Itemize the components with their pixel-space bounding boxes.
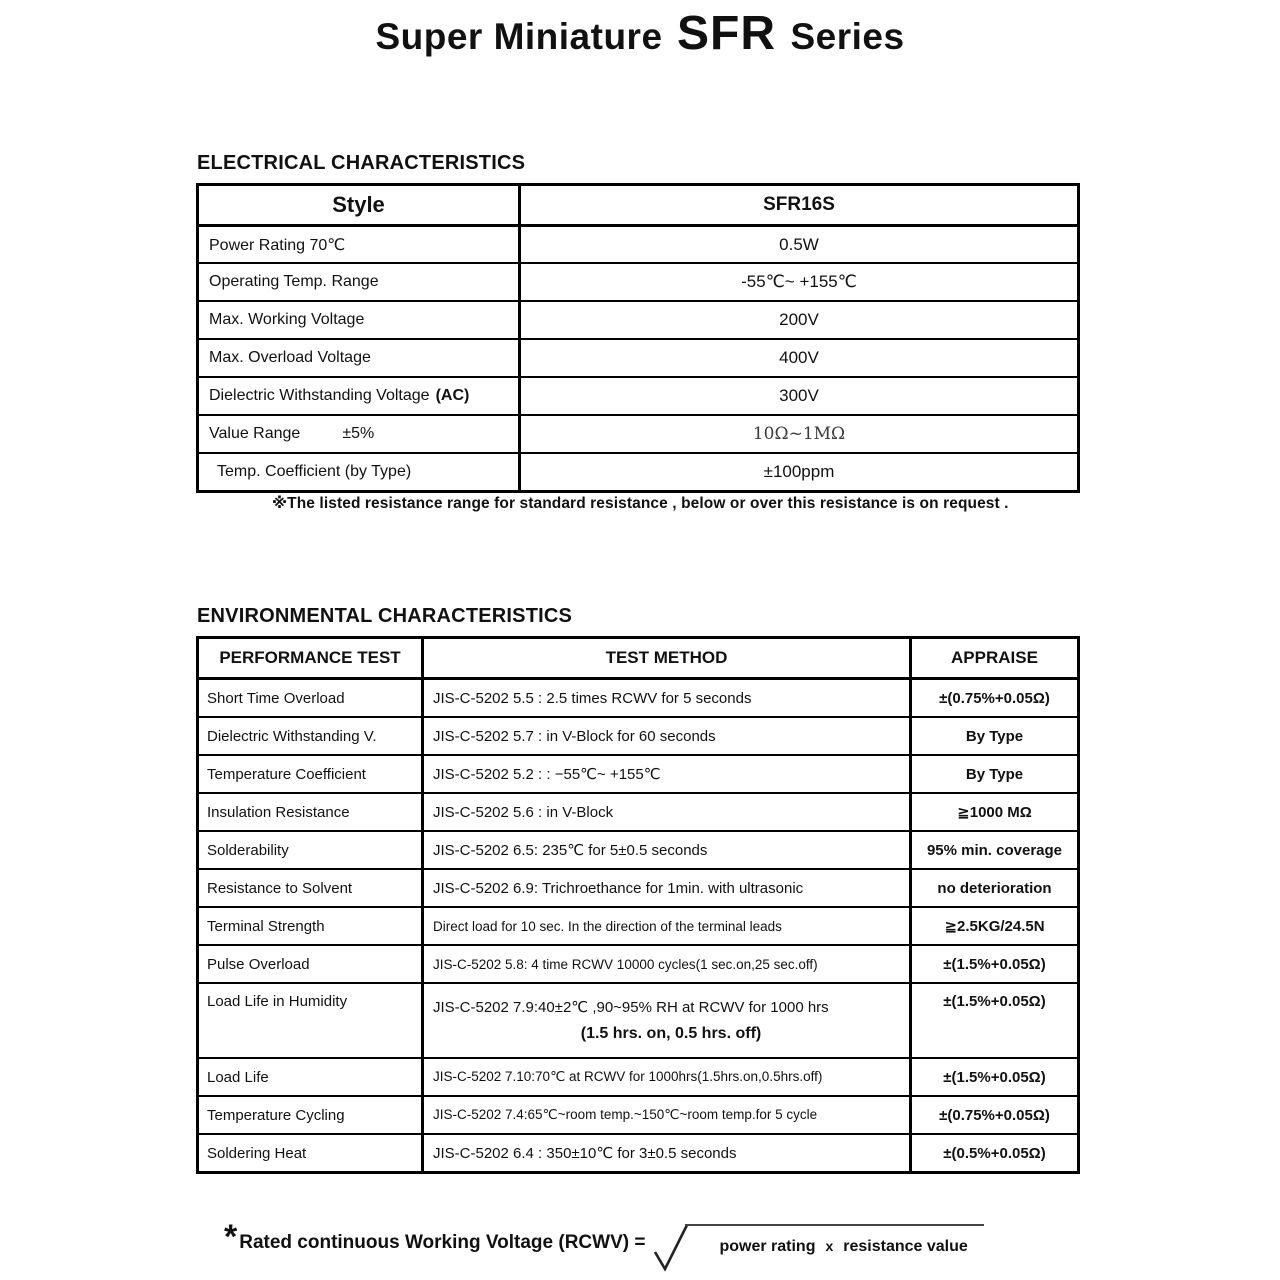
- row-value-cell: 200V: [779, 310, 819, 329]
- appraise-cell: ±(1.5%+0.05Ω): [943, 1068, 1046, 1086]
- test-cell: Terminal Strength: [199, 908, 424, 944]
- method-cell: Direct load for 10 sec. In the direction of the terminal leads: [424, 908, 912, 944]
- method-cell: JIS-C-5202 6.5: 235℃ for 5±0.5 seconds: [424, 832, 912, 868]
- table-row: [199, 1057, 1077, 1095]
- square-root-icon: [653, 1222, 689, 1272]
- row-label-cell: Max. Working Voltage: [199, 302, 521, 338]
- table-row: [199, 262, 1077, 300]
- electrical-characteristics-table: [196, 183, 1080, 493]
- table-row: [199, 1133, 1077, 1171]
- asterisk-mark: *: [224, 1218, 238, 1256]
- test-cell: Resistance to Solvent: [199, 870, 424, 906]
- method-cell: JIS-C-5202 5.7 : in V-Block for 60 seconds: [424, 718, 912, 754]
- appraise-cell: ≧1000 MΩ: [957, 804, 1032, 821]
- appraise-cell: ±(1.5%+0.05Ω): [943, 955, 1046, 973]
- row-value-cell: 10Ω~1MΩ: [752, 424, 846, 444]
- method-cell: JIS-C-5202 7.10:70℃ at RCWV for 1000hrs(1.5hrs.on,0.5hrs.off): [424, 1059, 912, 1095]
- table-row: [199, 754, 1077, 792]
- rcwv-label: Rated continuous Working Voltage (RCWV) =: [239, 1232, 646, 1253]
- table-row: [199, 830, 1077, 868]
- appraise-cell: ±(0.5%+0.05Ω): [943, 1144, 1046, 1162]
- resistance-range-note: ※The listed resistance range for standard resistance , below or over this resistance is on request .: [272, 495, 1009, 512]
- row-label-tolerance: ±5%: [342, 425, 375, 442]
- method-cell: JIS-C-5202 5.5 : 2.5 times RCWV for 5 seconds: [424, 680, 912, 716]
- test-cell: Soldering Heat: [199, 1135, 424, 1171]
- row-label-cell: Temp. Coefficient (by Type): [199, 454, 521, 490]
- appraise-cell: ±(1.5%+0.05Ω): [943, 993, 1046, 1010]
- environmental-characteristics-table: [196, 636, 1080, 1174]
- test-cell: Insulation Resistance: [199, 794, 424, 830]
- row-label-text: Dielectric Withstanding Voltage: [209, 387, 430, 404]
- appraise-cell: By Type: [965, 727, 1024, 745]
- table-row: [199, 376, 1077, 414]
- test-cell: Pulse Overload: [199, 946, 424, 982]
- table-row: [199, 300, 1077, 338]
- method-cell: JIS-C-5202 6.9: Trichroethance for 1min. with ultrasonic: [424, 870, 912, 906]
- test-cell: Short Time Overload: [199, 680, 424, 716]
- test-cell: Load Life in Humidity: [199, 984, 424, 1057]
- row-value-cell: 300V: [779, 386, 819, 405]
- row-value-cell: -55℃~ +155℃: [741, 272, 857, 291]
- rcwv-formula: [685, 1224, 983, 1256]
- table-row: [199, 414, 1077, 452]
- appraise-cell: ±(0.75%+0.05Ω): [939, 1106, 1050, 1124]
- table-row: [199, 906, 1077, 944]
- method-cell: JIS-C-5202 5.8: 4 time RCWV 10000 cycles(1 sec.on,25 sec.off): [424, 946, 912, 982]
- table-row: [199, 678, 1077, 716]
- method-cell: JIS-C-5202 7.4:65℃~room temp.~150℃~room temp.for 5 cycle: [424, 1097, 912, 1133]
- test-cell: Solderability: [199, 832, 424, 868]
- formula-power-rating: power rating: [719, 1238, 816, 1255]
- row-label-bold-suffix: (AC): [435, 387, 470, 404]
- table-row: [199, 868, 1077, 906]
- appraise-cell: ≧2.5KG/24.5N: [944, 918, 1045, 935]
- table-header-row: [199, 639, 1077, 678]
- test-cell: Temperature Cycling: [199, 1097, 424, 1133]
- appraise-cell: ±(0.75%+0.05Ω): [939, 689, 1050, 707]
- method-line-2: (1.5 hrs. on, 0.5 hrs. off): [580, 1025, 762, 1042]
- multiply-sign: x: [825, 1238, 834, 1254]
- formula-resistance-value: resistance value: [843, 1238, 968, 1255]
- appraise-cell: 95% min. coverage: [926, 841, 1063, 859]
- model-header-cell: SFR16S: [763, 194, 835, 215]
- rcwv-footnote: [224, 1218, 984, 1272]
- method-cell: JIS-C-5202 6.4 : 350±10℃ for 3±0.5 seconds: [424, 1135, 912, 1171]
- row-label-cell: Max. Overload Voltage: [199, 340, 521, 376]
- row-label-cell: Power Rating 70℃: [199, 227, 521, 262]
- row-label-cell: Operating Temp. Range: [199, 264, 521, 300]
- title-suffix: Series: [790, 16, 905, 57]
- appraise-header-cell: APPRAISE: [951, 648, 1038, 667]
- row-value-cell: 400V: [779, 348, 819, 367]
- table-row: [199, 792, 1077, 830]
- table-header-row: [199, 186, 1077, 224]
- test-cell: Load Life: [199, 1059, 424, 1095]
- method-cell: JIS-C-5202 5.2 : : −55℃~ +155℃: [424, 756, 912, 792]
- electrical-section-heading: ELECTRICAL CHARACTERISTICS: [197, 152, 526, 174]
- title-series-code: SFR: [677, 7, 776, 60]
- method-cell: [424, 984, 912, 1057]
- table-row: [199, 982, 1077, 1057]
- row-label-text: Value Range: [209, 425, 301, 442]
- row-value-cell: 0.5W: [779, 234, 819, 254]
- row-label-cell: [199, 416, 521, 452]
- page-title: [0, 6, 1280, 61]
- performance-test-header-cell: PERFORMANCE TEST: [199, 639, 424, 677]
- row-label-cell: [199, 378, 521, 414]
- table-row: [199, 716, 1077, 754]
- title-prefix: Super Miniature: [375, 16, 663, 57]
- appraise-cell: By Type: [965, 765, 1024, 783]
- appraise-cell: no deterioration: [937, 879, 1052, 897]
- method-line-1: JIS-C-5202 7.9:40±2℃ ,90~95% RH at RCWV for 1000 hrs: [433, 999, 829, 1016]
- test-method-header-cell: TEST METHOD: [424, 639, 912, 677]
- row-value-cell: ±100ppm: [763, 462, 835, 481]
- table-row: [199, 1095, 1077, 1133]
- style-header-cell: Style: [199, 186, 521, 224]
- test-cell: Temperature Coefficient: [199, 756, 424, 792]
- test-cell: Dielectric Withstanding V.: [199, 718, 424, 754]
- environmental-section-heading: ENVIRONMENTAL CHARACTERISTICS: [197, 605, 573, 627]
- table-row: [199, 338, 1077, 376]
- table-row: [199, 224, 1077, 262]
- method-cell: JIS-C-5202 5.6 : in V-Block: [424, 794, 912, 830]
- table-row: [199, 452, 1077, 490]
- table-row: [199, 944, 1077, 982]
